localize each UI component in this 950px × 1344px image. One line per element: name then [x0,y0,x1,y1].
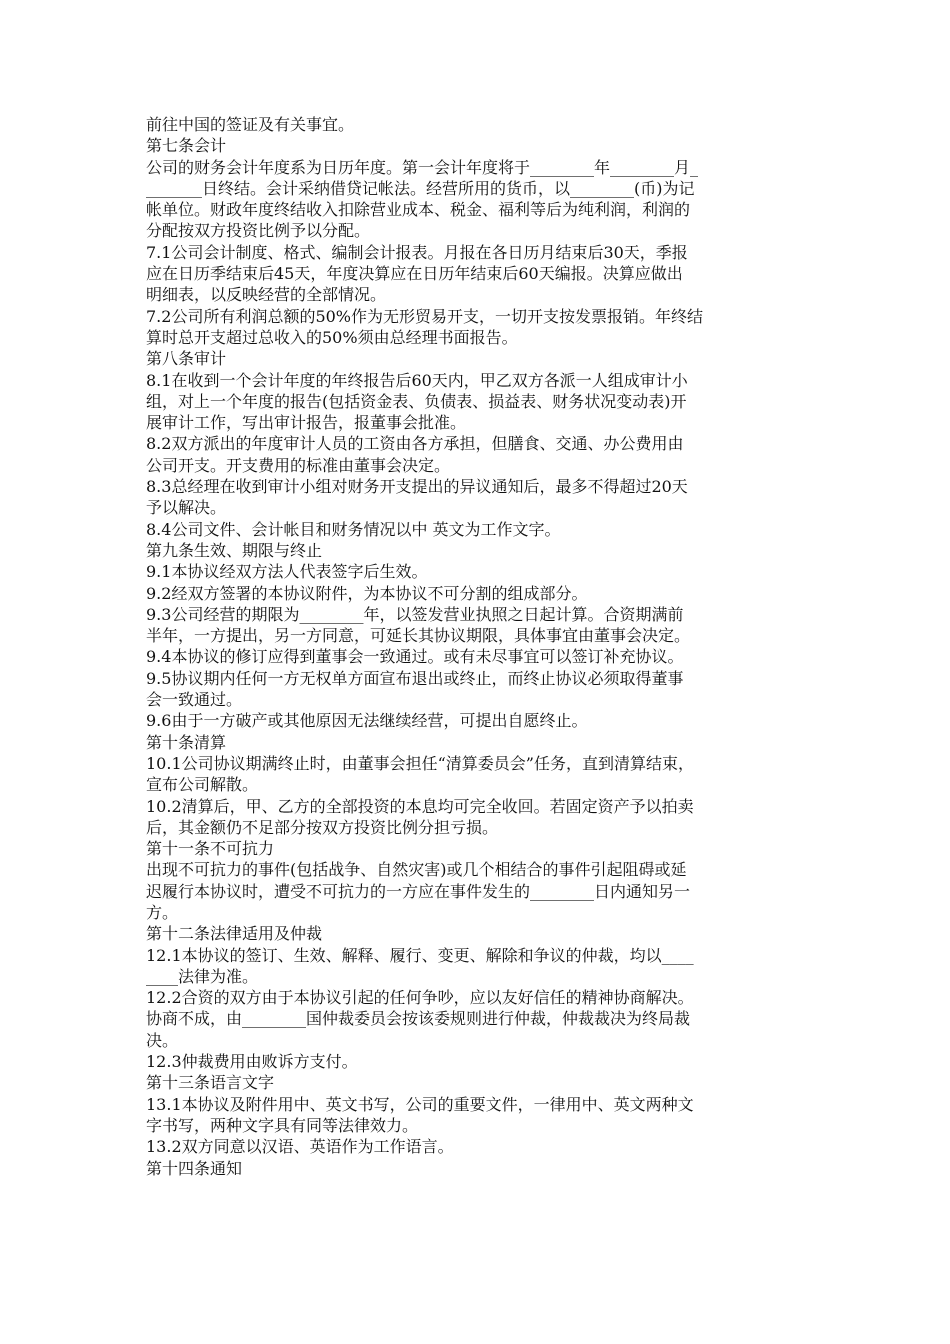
text-line: 7.1公司会计制度、格式、编制会计报表。月报在各日历月结束后30天，季报 [146,242,688,262]
text-line: 宣布公司解散。 [146,775,259,795]
text-line: 12.3仲裁费用由败诉方支付。 [146,1052,358,1072]
text-line: 7.2公司所有利润总额的50%作为无形贸易开支，一切开支按发票报销。年终结 [146,306,704,326]
text-line: 公司开支。开支费用的标准由董事会决定。 [146,455,451,475]
text-line: 13.2双方同意以汉语、英语作为工作语言。 [146,1137,454,1157]
text-line: 方。 [146,902,179,922]
text-line: 9.1本协议经双方法人代表签字后生效。 [146,562,428,582]
text-line: 8.3总经理在收到审计小组对财务开支提出的异议通知后，最多不得超过20天 [146,477,688,497]
text-line: 第十条清算 [146,732,227,752]
text-line: 8.4公司文件、会计帐目和财务情况以中 英文为工作文字。 [146,519,561,539]
text-line: 公司的财务会计年度系为日历年度。第一会计年度将于________年________月_ [146,157,699,177]
text-line: 13.1本协议及附件用中、英文书写，公司的重要文件，一律用中、英文两种文 [146,1094,694,1114]
text-line: 9.6由于一方破产或其他原因无法继续经营，可提出自愿终止。 [146,711,588,731]
text-line: _______日终结。会计采纳借贷记帐法。经营所用的货币，以________(币)为记 [146,178,695,198]
text-line: 8.2双方派出的年度审计人员的工资由各方承担，但膳食、交通、办公费用由 [146,434,684,454]
text-line: 9.5协议期内任何一方无权单方面宣布退出或终止，而终止协议必须取得董事 [146,668,684,688]
text-line: 字书写，两种文字具有同等法律效力。 [146,1115,419,1135]
text-line: 第八条审计 [146,349,227,369]
text-line: 协商不成，由________国仲裁委员会按该委规则进行仲裁，仲裁裁决为终局裁 [146,1009,691,1029]
text-line: 8.1在收到一个会计年度的年终报告后60天内，甲乙双方各派一人组成审计小 [146,370,688,390]
text-line: 第九条生效、期限与终止 [146,540,323,560]
text-line: 决。 [146,1030,179,1050]
text-line: 组，对上一个年度的报告(包括资金表、负债表、损益表、财务状况变动表)开 [146,391,687,411]
text-line: 9.2经双方签署的本协议附件，为本协议不可分割的组成部分。 [146,583,588,603]
text-line: 9.3公司经营的期限为________年，以签发营业执照之日起计算。合资期满前 [146,604,684,624]
text-line: 半年，一方提出，另一方同意，可延长其协议期限，具体事宜由董事会决定。 [146,626,691,646]
text-line: 第十三条语言文字 [146,1073,275,1093]
text-line: 明细表，以反映经营的全部情况。 [146,285,387,305]
text-line: 第十一条不可抗力 [146,839,275,859]
text-line: 前往中国的签证及有关事宜。 [146,115,355,134]
document-body [146,114,806,1179]
text-line: 分配按双方投资比例予以分配。 [146,221,371,241]
text-line: 应在日历季结束后45天，年度决算应在日历年结束后60天编报。决算应做出 [146,264,683,284]
text-line: 后，其金额仍不足部分按双方投资比例分担亏损。 [146,817,499,837]
text-line: 算时总开支超过总收入的50%须由总经理书面报告。 [146,327,518,347]
text-line: 予以解决。 [146,498,227,518]
text-line: 12.2合资的双方由于本协议引起的任何争吵，应以友好信任的精神协商解决。 [146,988,694,1008]
text-line: 9.4本协议的修订应得到董事会一致通过。或有未尽事宜可以签订补充协议。 [146,647,684,667]
text-line: 10.2清算后，甲、乙方的全部投资的本息均可完全收回。若固定资产予以拍卖 [146,796,694,816]
text-line: 第十四条通知 [146,1158,243,1178]
text-line: 第十二条法律适用及仲裁 [146,924,323,944]
text-line: 10.1公司协议期满终止时，由董事会担任“清算委员会”任务，直到清算结束， [146,753,694,773]
text-line: ____法律为准。 [146,966,259,986]
text-line: 12.1本协议的签订、生效、解释、履行、变更、解除和争议的仲裁，均以____ [146,945,694,965]
text-line: 迟履行本协议时，遭受不可抗力的一方应在事件发生的________日内通知另一 [146,881,691,901]
text-line: 第七条会计 [146,136,227,156]
text-line: 出现不可抗力的事件(包括战争、自然灾害)或几个相结合的事件引起阻碍或延 [146,860,687,880]
text-line: 帐单位。财政年度终结收入扣除营业成本、税金、福利等后为纯利润，利润的 [146,200,691,220]
text-line: 展审计工作，写出审计报告，报董事会批准。 [146,413,467,433]
text-line: 会一致通过。 [146,690,243,710]
